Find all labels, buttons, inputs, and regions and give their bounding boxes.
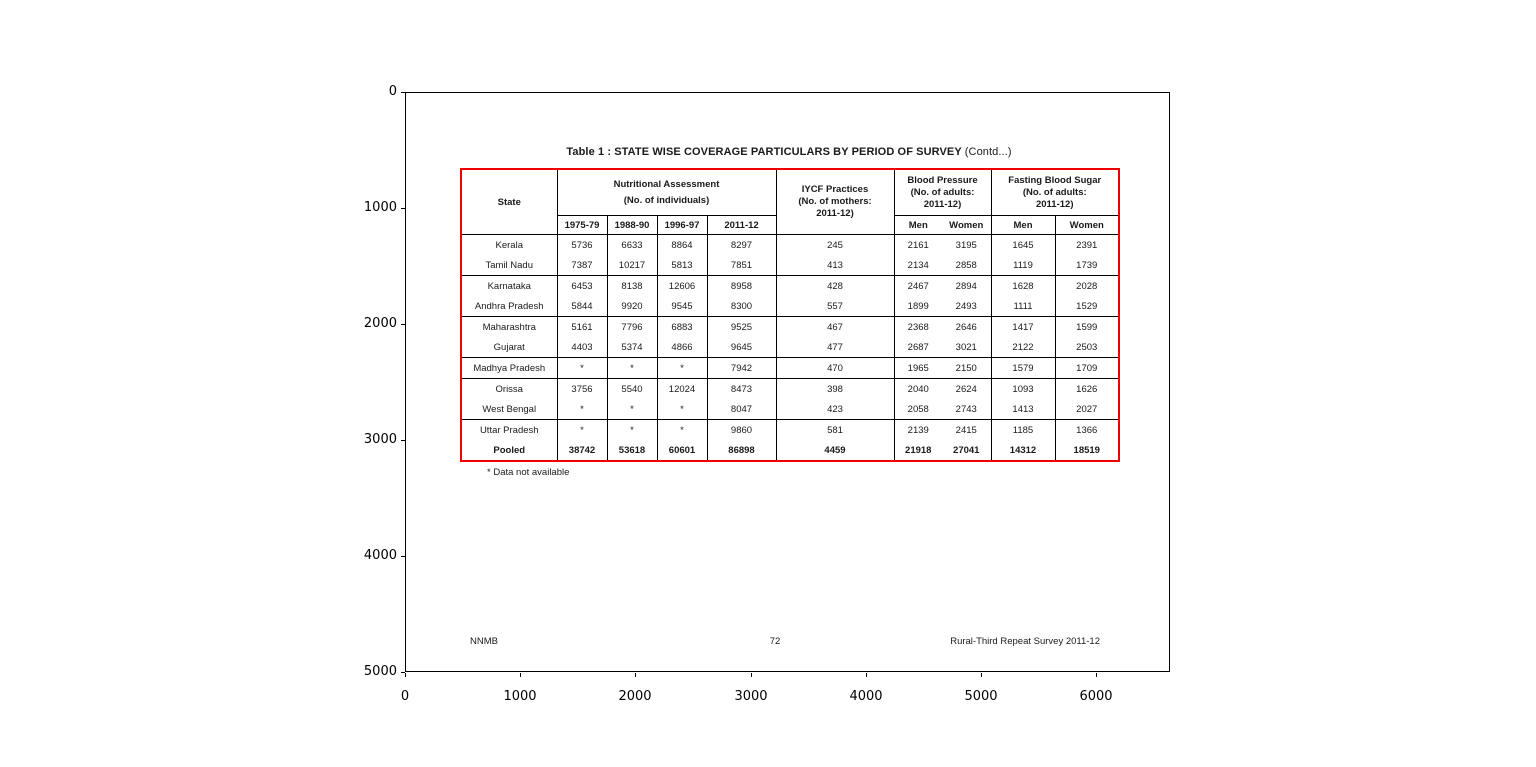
document-title-contd: (Contd...) xyxy=(964,146,1012,158)
value-cell: 1579 xyxy=(991,358,1055,379)
table-row xyxy=(461,379,1119,400)
value-cell: 8138 xyxy=(607,276,657,297)
header-fasting-blood-sugar: Fasting Blood Sugar (No. of adults: 2011-12) xyxy=(991,169,1119,216)
value-cell: 4866 xyxy=(657,337,707,358)
value-cell: 21918 xyxy=(894,440,942,461)
coverage-table-body xyxy=(461,235,1119,462)
table-row xyxy=(461,296,1119,317)
header-iycf-practices: IYCF Practices (No. of mothers: 2011-12) xyxy=(776,169,894,235)
value-cell: 2624 xyxy=(942,379,991,400)
value-cell: 27041 xyxy=(942,440,991,461)
value-cell: 9860 xyxy=(707,420,776,441)
value-cell: 2493 xyxy=(942,296,991,317)
x-axis-tick-label: 0 xyxy=(400,689,410,704)
y-axis-tick-label: 2000 xyxy=(363,316,397,331)
table-row xyxy=(461,255,1119,276)
value-cell: 2122 xyxy=(991,337,1055,358)
state-cell: Uttar Pradesh xyxy=(461,420,557,441)
value-cell: 9645 xyxy=(707,337,776,358)
value-cell: 477 xyxy=(776,337,894,358)
value-cell: 2687 xyxy=(894,337,942,358)
value-cell: 9525 xyxy=(707,317,776,338)
value-cell: 60601 xyxy=(657,440,707,461)
value-cell: 53618 xyxy=(607,440,657,461)
document-title xyxy=(460,146,1118,158)
table-row xyxy=(461,337,1119,358)
value-cell: 428 xyxy=(776,276,894,297)
footer-right: Rural-Third Repeat Survey 2011-12 xyxy=(950,636,1100,647)
x-tick-mark xyxy=(520,673,521,677)
value-cell: 5813 xyxy=(657,255,707,276)
value-cell: 8300 xyxy=(707,296,776,317)
value-cell: 12024 xyxy=(657,379,707,400)
value-cell: 14312 xyxy=(991,440,1055,461)
table-row xyxy=(461,276,1119,297)
value-cell: * xyxy=(657,420,707,441)
value-cell: 1899 xyxy=(894,296,942,317)
value-cell: 6633 xyxy=(607,235,657,256)
table-row xyxy=(461,358,1119,379)
state-cell: Karnataka xyxy=(461,276,557,297)
value-cell: 18519 xyxy=(1055,440,1119,461)
value-cell: 2467 xyxy=(894,276,942,297)
header-period-1975-79: 1975-79 xyxy=(557,216,607,235)
value-cell: 1529 xyxy=(1055,296,1119,317)
value-cell: 2150 xyxy=(942,358,991,379)
table-row xyxy=(461,420,1119,441)
x-axis-tick-label: 1000 xyxy=(503,689,537,704)
value-cell: 7942 xyxy=(707,358,776,379)
value-cell: 2040 xyxy=(894,379,942,400)
y-axis-tick-label: 1000 xyxy=(363,200,397,215)
state-cell: Orissa xyxy=(461,379,557,400)
x-tick-mark xyxy=(635,673,636,677)
value-cell: 2028 xyxy=(1055,276,1119,297)
header-blood-pressure: Blood Pressure (No. of adults: 2011-12) xyxy=(894,169,991,216)
y-axis-tick-label: 5000 xyxy=(363,664,397,679)
value-cell: 470 xyxy=(776,358,894,379)
value-cell: 2368 xyxy=(894,317,942,338)
value-cell: * xyxy=(557,420,607,441)
x-tick-mark xyxy=(405,673,406,677)
value-cell: 1413 xyxy=(991,399,1055,420)
header-bp-men: Men xyxy=(894,216,942,235)
value-cell: 1965 xyxy=(894,358,942,379)
value-cell: 2058 xyxy=(894,399,942,420)
value-cell: 6453 xyxy=(557,276,607,297)
header-nutritional-assessment: Nutritional Assessment (No. of individuals) xyxy=(557,169,776,216)
value-cell: 10217 xyxy=(607,255,657,276)
value-cell: 2503 xyxy=(1055,337,1119,358)
x-axis-tick-label: 3000 xyxy=(734,689,768,704)
y-tick-mark xyxy=(401,92,405,93)
document-title-text: Table 1 : STATE WISE COVERAGE PARTICULARS BY PERIOD OF SURVEY xyxy=(566,146,962,158)
table-row xyxy=(461,235,1119,256)
value-cell: 5736 xyxy=(557,235,607,256)
y-tick-mark xyxy=(401,556,405,557)
state-cell: Kerala xyxy=(461,235,557,256)
value-cell: 245 xyxy=(776,235,894,256)
value-cell: 5374 xyxy=(607,337,657,358)
value-cell: 8864 xyxy=(657,235,707,256)
table-row xyxy=(461,399,1119,420)
value-cell: 1645 xyxy=(991,235,1055,256)
x-tick-mark xyxy=(1096,673,1097,677)
value-cell: 2743 xyxy=(942,399,991,420)
footnote: * Data not available xyxy=(487,467,570,478)
value-cell: 86898 xyxy=(707,440,776,461)
x-axis-tick-label: 4000 xyxy=(849,689,883,704)
x-axis-tick-label: 2000 xyxy=(618,689,652,704)
value-cell: * xyxy=(657,399,707,420)
state-cell: Maharashtra xyxy=(461,317,557,338)
value-cell: 8958 xyxy=(707,276,776,297)
value-cell: 1599 xyxy=(1055,317,1119,338)
value-cell: 1417 xyxy=(991,317,1055,338)
value-cell: 4403 xyxy=(557,337,607,358)
y-tick-mark xyxy=(401,208,405,209)
value-cell: 5161 xyxy=(557,317,607,338)
state-cell: Madhya Pradesh xyxy=(461,358,557,379)
header-state: State xyxy=(461,169,557,235)
value-cell: * xyxy=(607,420,657,441)
x-axis-tick-label: 5000 xyxy=(964,689,998,704)
table-row xyxy=(461,317,1119,338)
x-tick-mark xyxy=(751,673,752,677)
value-cell: 1093 xyxy=(991,379,1055,400)
value-cell: 1626 xyxy=(1055,379,1119,400)
value-cell: 1185 xyxy=(991,420,1055,441)
value-cell: 9545 xyxy=(657,296,707,317)
header-period-1988-90: 1988-90 xyxy=(607,216,657,235)
value-cell: 2858 xyxy=(942,255,991,276)
value-cell: 38742 xyxy=(557,440,607,461)
value-cell: 7796 xyxy=(607,317,657,338)
state-cell: Pooled xyxy=(461,440,557,461)
footer-left: NNMB xyxy=(470,636,498,647)
value-cell: * xyxy=(557,358,607,379)
value-cell: 4459 xyxy=(776,440,894,461)
value-cell: 2134 xyxy=(894,255,942,276)
value-cell: 2646 xyxy=(942,317,991,338)
footer-page-number: 72 xyxy=(769,636,781,647)
value-cell: 3021 xyxy=(942,337,991,358)
value-cell: * xyxy=(607,399,657,420)
value-cell: 423 xyxy=(776,399,894,420)
value-cell: 3756 xyxy=(557,379,607,400)
value-cell: 9920 xyxy=(607,296,657,317)
value-cell: 7851 xyxy=(707,255,776,276)
coverage-table xyxy=(460,168,1120,462)
value-cell: 7387 xyxy=(557,255,607,276)
value-cell: 2391 xyxy=(1055,235,1119,256)
value-cell: 8297 xyxy=(707,235,776,256)
y-axis-tick-label: 0 xyxy=(388,84,397,99)
table-row xyxy=(461,440,1119,461)
value-cell: 467 xyxy=(776,317,894,338)
x-tick-mark xyxy=(981,673,982,677)
header-fbs-women: Women xyxy=(1055,216,1119,235)
value-cell: * xyxy=(557,399,607,420)
y-axis-tick-label: 4000 xyxy=(363,548,397,563)
x-axis-tick-label: 6000 xyxy=(1079,689,1113,704)
header-bp-women: Women xyxy=(942,216,991,235)
value-cell: 12606 xyxy=(657,276,707,297)
value-cell: 1628 xyxy=(991,276,1055,297)
value-cell: 2139 xyxy=(894,420,942,441)
state-cell: Gujarat xyxy=(461,337,557,358)
header-fbs-men: Men xyxy=(991,216,1055,235)
value-cell: 1119 xyxy=(991,255,1055,276)
x-tick-mark xyxy=(866,673,867,677)
value-cell: 1366 xyxy=(1055,420,1119,441)
value-cell: 2027 xyxy=(1055,399,1119,420)
state-cell: Tamil Nadu xyxy=(461,255,557,276)
value-cell: 5844 xyxy=(557,296,607,317)
value-cell: 3195 xyxy=(942,235,991,256)
state-cell: Andhra Pradesh xyxy=(461,296,557,317)
y-tick-mark xyxy=(401,440,405,441)
y-axis-tick-label: 3000 xyxy=(363,432,397,447)
value-cell: 8473 xyxy=(707,379,776,400)
coverage-table-header xyxy=(461,169,1119,235)
y-tick-mark xyxy=(401,324,405,325)
value-cell: 557 xyxy=(776,296,894,317)
value-cell: 8047 xyxy=(707,399,776,420)
value-cell: 581 xyxy=(776,420,894,441)
value-cell: 2894 xyxy=(942,276,991,297)
value-cell: 6883 xyxy=(657,317,707,338)
state-cell: West Bengal xyxy=(461,399,557,420)
header-period-1996-97: 1996-97 xyxy=(657,216,707,235)
value-cell: 2161 xyxy=(894,235,942,256)
value-cell: 5540 xyxy=(607,379,657,400)
value-cell: 1739 xyxy=(1055,255,1119,276)
header-period-2011-12: 2011-12 xyxy=(707,216,776,235)
value-cell: 2415 xyxy=(942,420,991,441)
value-cell: 1111 xyxy=(991,296,1055,317)
value-cell: * xyxy=(657,358,707,379)
value-cell: 398 xyxy=(776,379,894,400)
value-cell: 413 xyxy=(776,255,894,276)
value-cell: 1709 xyxy=(1055,358,1119,379)
value-cell: * xyxy=(607,358,657,379)
